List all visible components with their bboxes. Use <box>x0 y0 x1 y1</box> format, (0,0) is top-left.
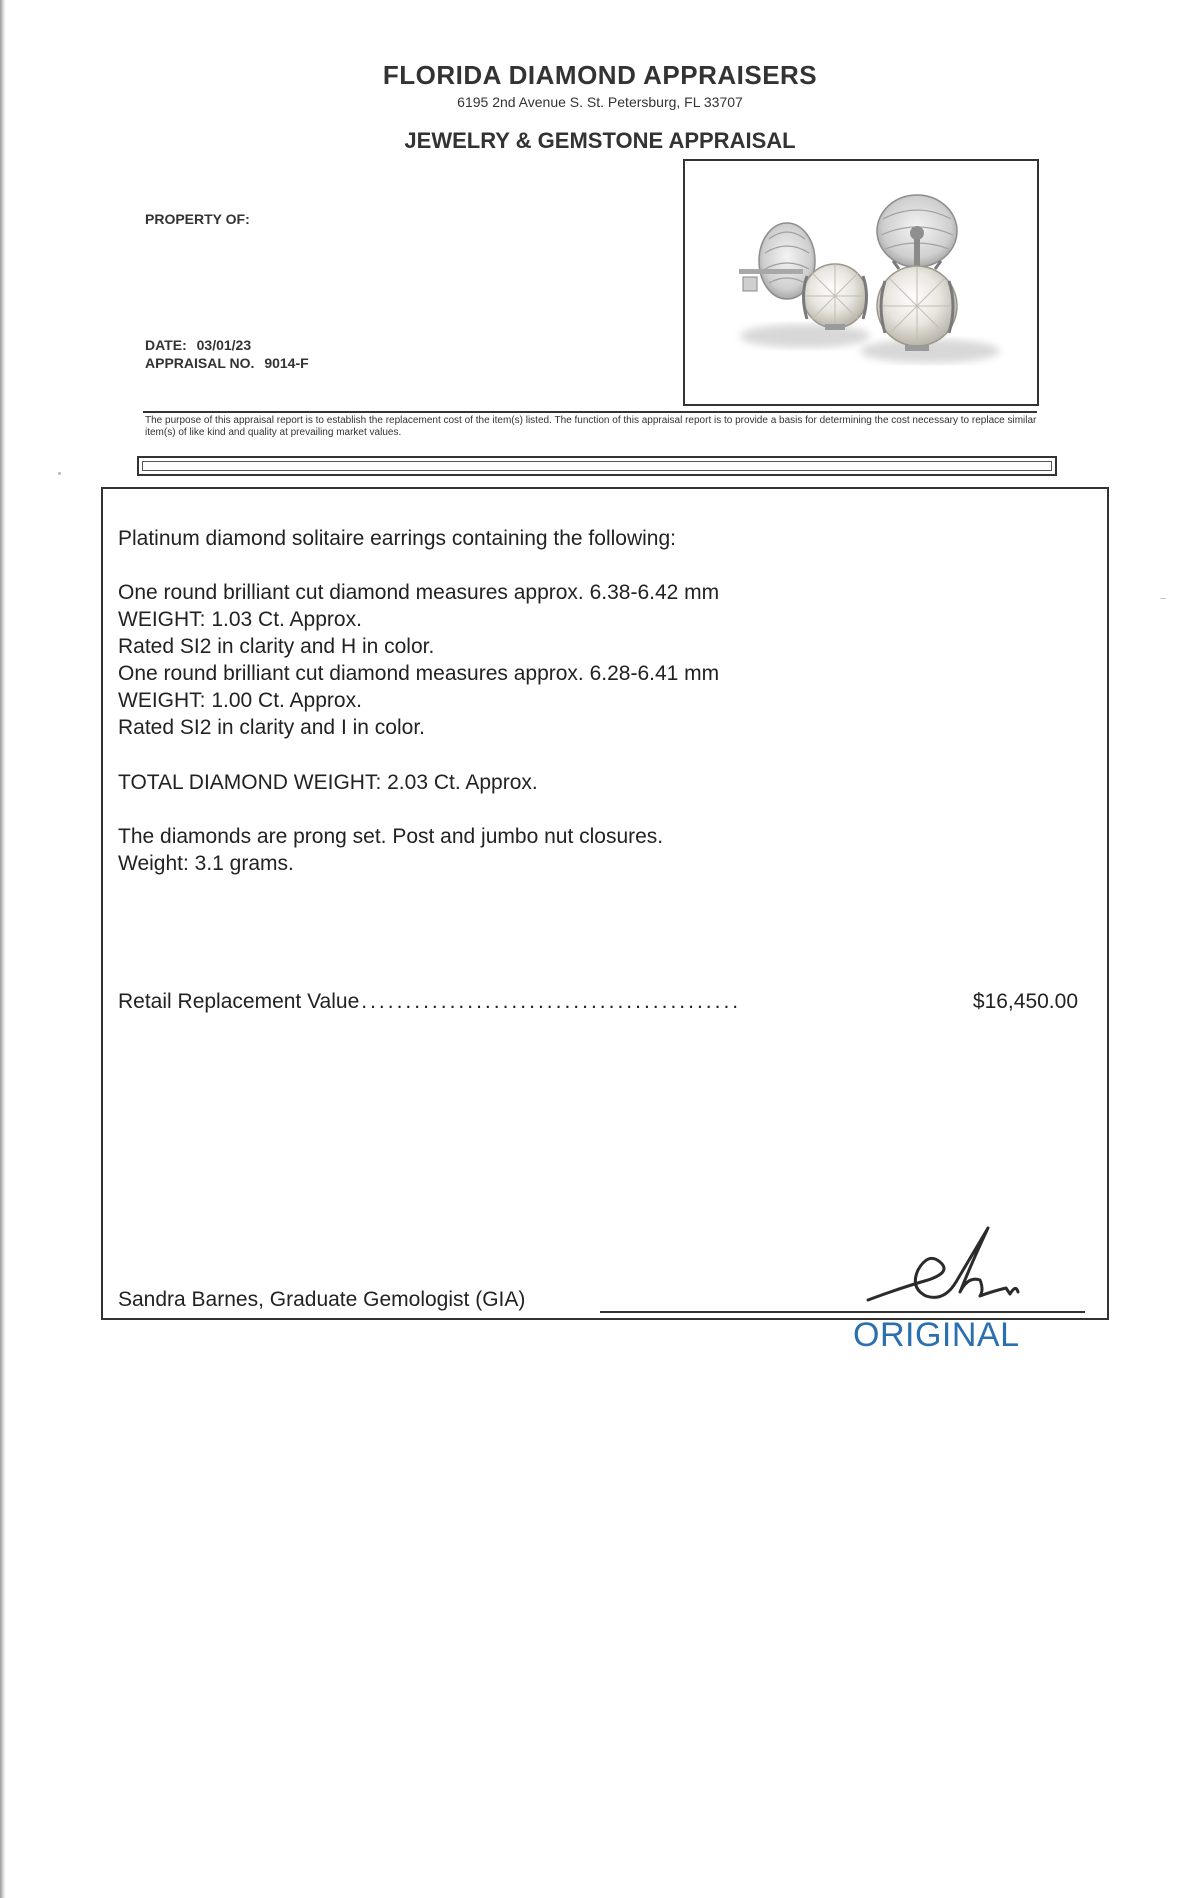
scan-speck <box>58 472 61 475</box>
diamond-1-measurement: One round brilliant cut diamond measures approx. 6.38-6.42 mm <box>118 581 720 604</box>
left-earring <box>739 223 867 330</box>
appraisal-number-value: 9014-F <box>264 355 309 371</box>
appraiser-name: Sandra Barnes, Graduate Gemologist (GIA) <box>118 1288 526 1311</box>
total-diamond-weight: TOTAL DIAMOND WEIGHT: 2.03 Ct. Approx. <box>118 771 538 794</box>
appraisal-number-label: APPRAISAL NO. <box>145 355 255 371</box>
date-label: DATE: <box>145 337 187 353</box>
date-row <box>145 337 251 353</box>
disclaimer-text: The purpose of this appraisal report is to establish the replacement cost of the item(s) listed. The function of this appraisal report is to provide a basis for determining the cost necessary to replace similar item(s) of like kind and quality at prevailing market values. <box>145 415 1037 438</box>
retail-value-row <box>118 988 1078 1018</box>
diamond-2-weight: WEIGHT: 1.00 Ct. Approx. <box>118 689 362 712</box>
item-photo-frame <box>683 159 1039 406</box>
handwritten-signature-icon <box>860 1222 1020 1312</box>
original-stamp: ORIGINAL <box>853 1316 1020 1354</box>
diamond-details <box>118 579 1078 741</box>
diamond-1-grade: Rated SI2 in clarity and H in color. <box>118 635 435 658</box>
leader-dots: ........................................... <box>361 990 742 1013</box>
appraisal-number-row <box>145 355 309 371</box>
decorative-banner-inner <box>142 461 1052 471</box>
diamond-2-grade: Rated SI2 in clarity and I in color. <box>118 716 425 739</box>
property-of-label: PROPERTY OF: <box>145 211 250 227</box>
scan-speck <box>1160 598 1166 599</box>
diamond-2-measurement: One round brilliant cut diamond measures approx. 6.28-6.41 mm <box>118 662 720 685</box>
item-weight: Weight: 3.1 grams. <box>118 852 294 875</box>
setting-details <box>118 823 1078 877</box>
right-earring <box>877 195 957 351</box>
retail-value-amount: $16,450.00 <box>972 990 1078 1013</box>
decorative-banner <box>137 456 1057 476</box>
date-value: 03/01/23 <box>196 337 252 353</box>
retail-value-label: Retail Replacement Value <box>118 990 360 1013</box>
document-title: JEWELRY & GEMSTONE APPRAISAL <box>404 128 796 153</box>
diamond-1-weight: WEIGHT: 1.03 Ct. Approx. <box>118 608 362 631</box>
diamond-stud-earrings-photo-icon <box>685 161 1037 404</box>
company-name: FLORIDA DIAMOND APPRAISERS <box>382 60 818 90</box>
setting-description: The diamonds are prong set. Post and jumbo nut closures. <box>118 825 664 848</box>
scan-edge-shadow <box>0 0 6 1898</box>
header-divider <box>143 411 1037 413</box>
item-intro: Platinum diamond solitaire earrings containing the following: <box>118 527 676 550</box>
company-address: 6195 2nd Avenue S. St. Petersburg, FL 33707 <box>457 94 743 110</box>
